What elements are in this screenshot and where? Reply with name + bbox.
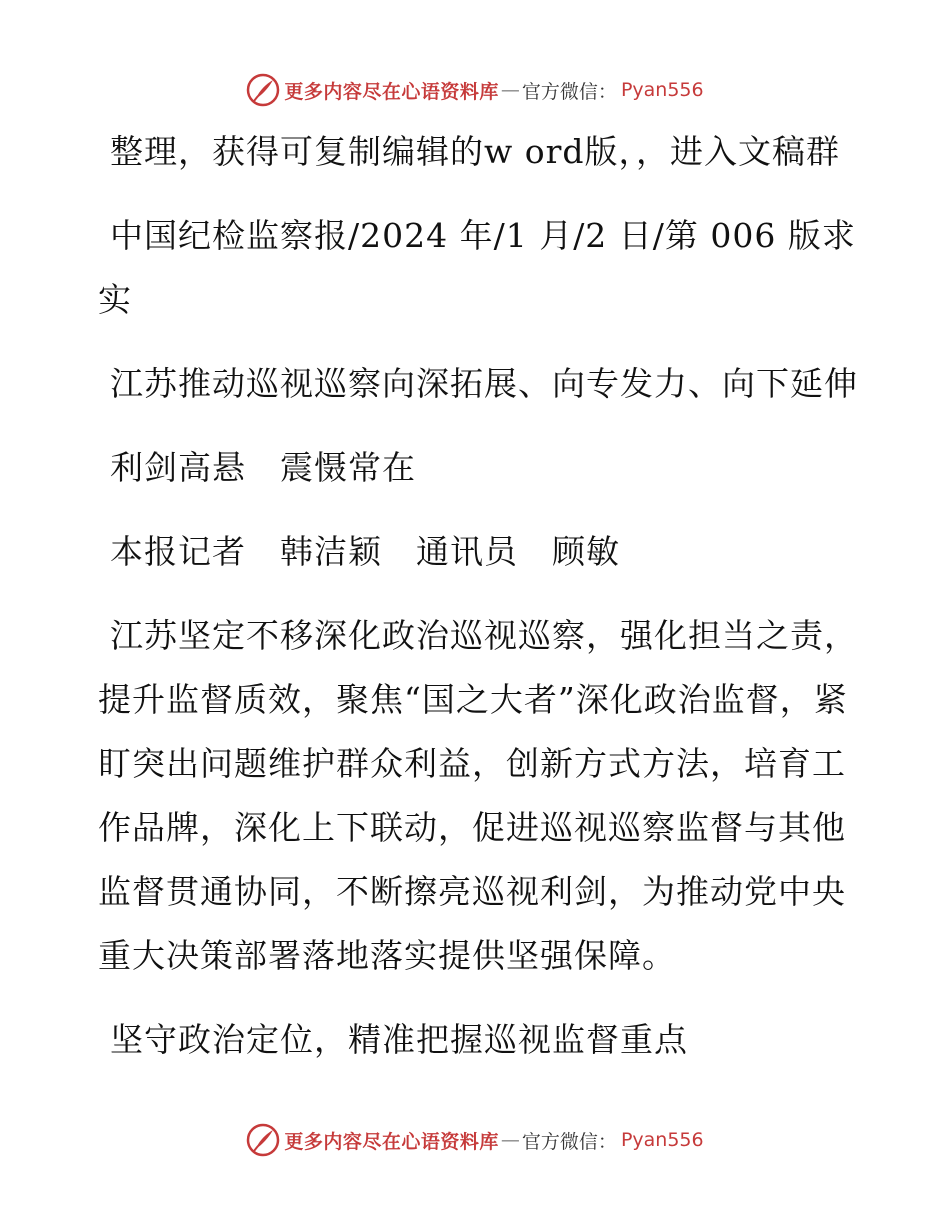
- footer-banner: [0, 1120, 950, 1160]
- document-body: [98, 120, 858, 1092]
- feather-pen-logo-icon: [246, 1123, 280, 1157]
- banner-wechat-label: 官方微信：: [521, 1130, 617, 1153]
- banner-separator: —: [500, 1129, 520, 1151]
- banner-wechat-id: Pyan556: [620, 79, 704, 101]
- byline: 本报记者 韩洁颖 通讯员 顾敏: [110, 532, 620, 571]
- banner-text: 更多内容尽在心语资料库: [284, 80, 499, 103]
- banner-wechat-label: 官方微信：: [521, 80, 617, 103]
- headline: 江苏推动巡视巡察向深拓展、向专发力、向下延伸: [110, 364, 858, 403]
- subheadline: 利剑高悬 震慑常在: [110, 448, 416, 487]
- paragraph: 江苏坚定不移深化政治巡视巡察，强化担当之责，提升监督质效，聚焦“国之大者”深化政治监督，紧盯突出问题维护群众利益，创新方式方法，培育工作品牌，深化上下联动，促进巡视巡察监督与其他监督贯通协同，不断擦亮巡视利剑，为推动党中央重大决策部署落地落实提供坚强保障。: [98, 616, 858, 975]
- banner-wechat-id: Pyan556: [620, 1129, 704, 1151]
- note-line: 整理，获得可复制编辑的w ord版，，进入文稿群: [110, 132, 841, 171]
- feather-pen-logo-icon: [246, 73, 280, 107]
- header-banner: [0, 70, 950, 110]
- banner-text: 更多内容尽在心语资料库: [284, 1130, 499, 1153]
- section-heading: 坚守政治定位，精准把握巡视监督重点: [110, 1020, 688, 1059]
- banner-separator: —: [500, 79, 520, 101]
- source-line: 中国纪检监察报/2024 年/1 月/2 日/第 006 版求实: [98, 216, 856, 319]
